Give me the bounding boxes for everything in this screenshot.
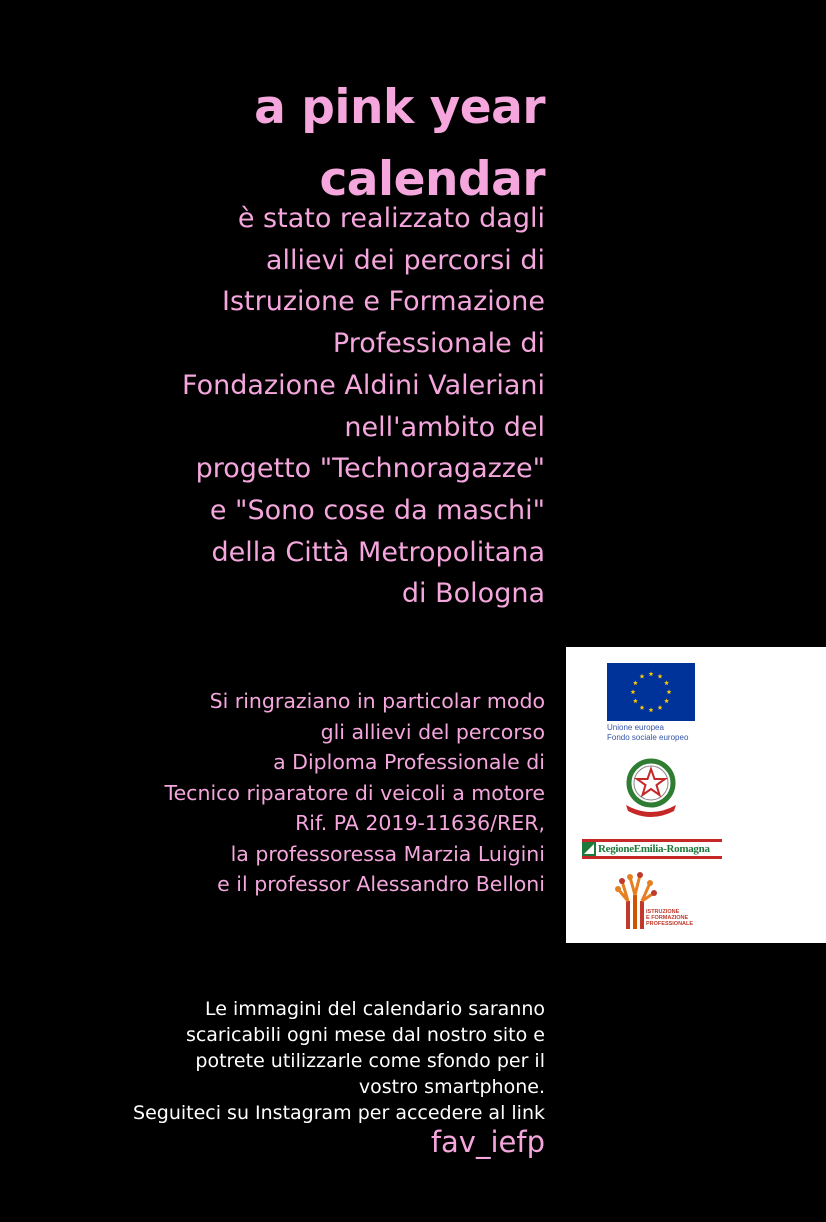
eu-caption-line-2: Fondo sociale europeo bbox=[607, 733, 689, 742]
title-line-1: a pink year bbox=[254, 80, 545, 135]
intro-line: Professionale di bbox=[332, 328, 545, 360]
iefp-caption-line-2: E FORMAZIONE bbox=[646, 915, 689, 921]
intro-paragraph bbox=[25, 198, 545, 615]
title-line-2: calendar bbox=[319, 152, 545, 207]
thanks-line: a Diploma Professionale di bbox=[273, 750, 545, 774]
thanks-line: e il professor Alessandro Belloni bbox=[217, 872, 545, 896]
intro-line: di Bologna bbox=[401, 578, 545, 610]
intro-line: nell'ambito del bbox=[344, 411, 545, 443]
intro-line: Istruzione e Formazione bbox=[222, 286, 545, 318]
iefp-caption-line-3: PROFESSIONALE bbox=[646, 921, 694, 927]
intro-line: Fondazione Aldini Valeriani bbox=[182, 369, 545, 401]
sponsor-logos-panel bbox=[566, 647, 826, 943]
info-line: vostro smartphone. bbox=[358, 1076, 545, 1098]
region-name: RegioneEmilia-Romagna bbox=[598, 843, 710, 855]
info-line: Le immagini del calendario saranno bbox=[205, 998, 545, 1020]
iefp-caption-line-1: ISTRUZIONE bbox=[646, 909, 680, 915]
italian-republic-emblem bbox=[618, 753, 684, 823]
instagram-handle: fav_iefp bbox=[430, 1125, 545, 1159]
acknowledgements-paragraph bbox=[25, 686, 545, 900]
thanks-line: Si ringraziano in particolar modo bbox=[209, 689, 545, 713]
thanks-line: gli allievi del percorso bbox=[320, 719, 545, 744]
calendar-title bbox=[45, 72, 545, 216]
thanks-line: Tecnico riparatore di veicoli a motore bbox=[164, 780, 545, 805]
eu-caption bbox=[607, 723, 727, 743]
thanks-line: la professoressa Marzia Luigini bbox=[230, 841, 545, 866]
intro-line: progetto "Technoragazze" bbox=[195, 453, 545, 485]
intro-line: e "Sono cose da maschi" bbox=[209, 494, 545, 526]
intro-line: della Città Metropolitana bbox=[211, 536, 545, 568]
iefp-caption bbox=[646, 909, 693, 927]
intro-line: è stato realizzato dagli bbox=[237, 203, 545, 234]
eu-flag-logo bbox=[607, 663, 695, 721]
download-info-paragraph bbox=[25, 996, 545, 1162]
info-line: potrete utilizzarle come sfondo per il bbox=[195, 1050, 545, 1072]
info-line: Seguiteci su Instagram per accedere al link bbox=[133, 1102, 545, 1124]
thanks-line: Rif. PA 2019-11636/RER, bbox=[295, 811, 545, 835]
eu-caption-line-1: Unione europea bbox=[607, 723, 664, 732]
intro-line: allievi dei percorsi di bbox=[265, 244, 545, 276]
info-line: scaricabili ogni mese dal nostro sito e bbox=[185, 1024, 545, 1046]
